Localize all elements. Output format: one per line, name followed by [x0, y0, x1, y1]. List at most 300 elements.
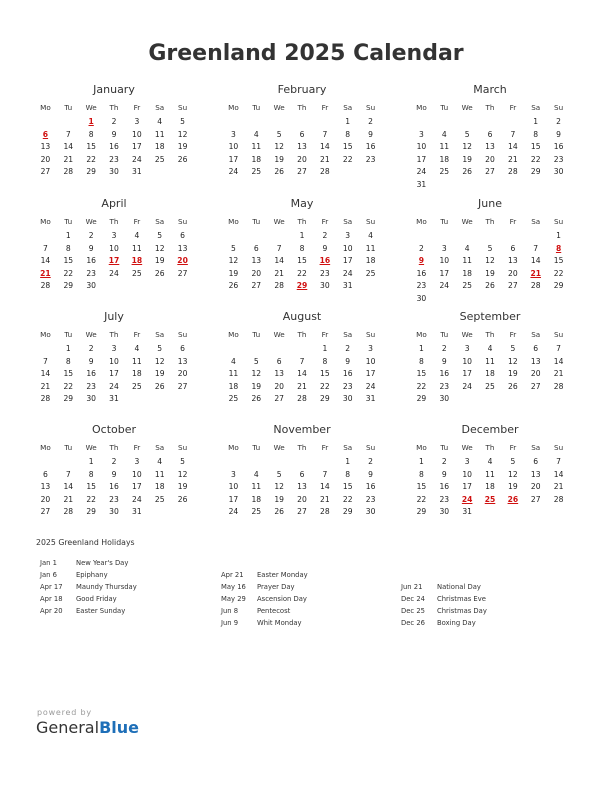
date-cell[interactable]: 8	[419, 356, 424, 366]
date-cell[interactable]: 19	[462, 154, 472, 164]
date-cell[interactable]: 6	[180, 231, 185, 240]
date-cell[interactable]: 15	[342, 142, 353, 151]
date-cell[interactable]: 30	[365, 507, 376, 516]
date-cell[interactable]: 16	[342, 369, 353, 378]
date-cell[interactable]: 1	[419, 457, 424, 466]
holiday-date-cell[interactable]: 16	[319, 256, 331, 265]
date-cell[interactable]: 16	[109, 482, 119, 491]
date-cell[interactable]: 29	[416, 394, 427, 403]
date-cell[interactable]: 5	[487, 243, 493, 253]
date-cell[interactable]: 30	[109, 507, 119, 516]
date-cell[interactable]: 5	[157, 344, 163, 353]
date-cell[interactable]: 8	[88, 469, 94, 479]
date-cell[interactable]: 18	[251, 154, 262, 164]
holiday-date-cell[interactable]: 1	[88, 117, 94, 126]
date-cell[interactable]: 5	[180, 117, 185, 126]
date-cell[interactable]: 9	[441, 469, 447, 479]
date-cell[interactable]: 31	[132, 507, 142, 516]
date-cell[interactable]: 15	[63, 256, 74, 265]
date-cell[interactable]: 8	[345, 469, 351, 479]
date-cell[interactable]: 28	[40, 281, 51, 290]
date-cell[interactable]: 11	[365, 243, 376, 253]
date-cell[interactable]: 21	[274, 268, 284, 278]
date-cell[interactable]: 8	[533, 129, 539, 139]
date-cell[interactable]: 24	[109, 381, 119, 391]
date-cell[interactable]: 3	[368, 344, 373, 353]
date-cell[interactable]: 7	[43, 356, 48, 366]
date-cell[interactable]: 28	[553, 494, 564, 504]
date-cell[interactable]: 15	[63, 369, 74, 378]
date-cell[interactable]: 30	[416, 293, 427, 303]
date-cell[interactable]: 23	[109, 154, 119, 164]
date-cell[interactable]: 4	[464, 243, 470, 253]
date-cell[interactable]: 11	[228, 369, 239, 378]
date-cell[interactable]: 25	[439, 167, 450, 176]
holiday-date-cell[interactable]: 18	[131, 256, 143, 265]
date-cell[interactable]: 29	[86, 507, 96, 516]
date-cell[interactable]: 13	[297, 482, 307, 491]
date-cell[interactable]: 21	[553, 369, 564, 378]
date-cell[interactable]: 16	[86, 369, 96, 378]
date-cell[interactable]: 15	[297, 256, 307, 265]
holiday-date-cell[interactable]: 26	[507, 494, 519, 504]
date-cell[interactable]: 18	[485, 369, 495, 378]
date-cell[interactable]: 6	[299, 129, 305, 139]
date-cell[interactable]: 24	[365, 381, 376, 391]
date-cell[interactable]: 25	[154, 154, 165, 164]
holiday-date-cell[interactable]: 17	[108, 256, 120, 265]
date-cell[interactable]: 29	[63, 394, 74, 403]
date-cell[interactable]: 8	[65, 243, 71, 253]
date-cell[interactable]: 1	[322, 344, 328, 353]
holiday-date-cell[interactable]: 24	[461, 494, 473, 504]
date-cell[interactable]: 6	[510, 243, 516, 253]
date-cell[interactable]: 6	[299, 469, 305, 479]
date-cell[interactable]: 1	[345, 117, 351, 126]
date-cell[interactable]: 3	[345, 231, 351, 240]
date-cell[interactable]: 22	[416, 381, 427, 391]
date-cell[interactable]: 24	[439, 281, 450, 290]
date-cell[interactable]: 27	[251, 281, 262, 290]
date-cell[interactable]: 25	[154, 494, 165, 504]
date-cell[interactable]: 14	[320, 482, 330, 491]
date-cell[interactable]: 4	[441, 129, 447, 139]
date-cell[interactable]: 16	[553, 142, 564, 151]
date-cell[interactable]: 3	[231, 129, 236, 139]
date-cell[interactable]: 20	[297, 154, 307, 164]
date-cell[interactable]: 28	[553, 381, 564, 391]
date-cell[interactable]: 10	[132, 469, 142, 479]
date-cell[interactable]: 9	[88, 356, 94, 366]
date-cell[interactable]: 1	[419, 344, 424, 353]
date-cell[interactable]: 12	[177, 129, 188, 139]
date-cell[interactable]: 8	[345, 129, 351, 139]
date-cell[interactable]: 12	[228, 256, 239, 265]
date-cell[interactable]: 17	[439, 268, 450, 278]
date-cell[interactable]: 8	[299, 243, 305, 253]
date-cell[interactable]: 18	[251, 494, 262, 504]
date-cell[interactable]: 1	[65, 344, 71, 353]
date-cell[interactable]: 31	[109, 394, 119, 403]
date-cell[interactable]: 10	[109, 243, 119, 253]
date-cell[interactable]: 14	[40, 256, 51, 265]
date-cell[interactable]: 7	[43, 243, 48, 253]
date-cell[interactable]: 20	[251, 268, 262, 278]
date-cell[interactable]: 4	[253, 129, 259, 139]
date-cell[interactable]: 21	[297, 381, 307, 391]
holiday-date-cell[interactable]: 6	[42, 129, 49, 139]
date-cell[interactable]: 15	[530, 142, 541, 151]
date-cell[interactable]: 21	[320, 154, 330, 164]
date-cell[interactable]: 16	[365, 142, 376, 151]
date-cell[interactable]: 21	[40, 381, 51, 391]
date-cell[interactable]: 23	[86, 381, 96, 391]
date-cell[interactable]: 29	[342, 507, 353, 516]
date-cell[interactable]: 16	[416, 268, 427, 278]
date-cell[interactable]: 13	[297, 142, 307, 151]
date-cell[interactable]: 23	[553, 154, 564, 164]
date-cell[interactable]: 13	[177, 243, 188, 253]
date-cell[interactable]: 31	[416, 179, 427, 189]
date-cell[interactable]: 14	[297, 369, 307, 378]
date-cell[interactable]: 20	[177, 369, 188, 378]
date-cell[interactable]: 27	[297, 507, 307, 516]
date-cell[interactable]: 15	[86, 142, 96, 151]
date-cell[interactable]: 5	[180, 457, 185, 466]
date-cell[interactable]: 7	[556, 457, 561, 466]
date-cell[interactable]: 14	[40, 369, 51, 378]
date-cell[interactable]: 12	[508, 356, 518, 366]
date-cell[interactable]: 26	[274, 507, 284, 516]
date-cell[interactable]: 24	[132, 494, 142, 504]
date-cell[interactable]: 5	[253, 356, 259, 366]
date-cell[interactable]: 12	[485, 256, 495, 265]
date-cell[interactable]: 4	[487, 344, 493, 353]
date-cell[interactable]: 9	[556, 129, 561, 139]
date-cell[interactable]: 20	[40, 154, 51, 164]
date-cell[interactable]: 12	[274, 482, 284, 491]
date-cell[interactable]: 8	[88, 129, 94, 139]
date-cell[interactable]: 24	[462, 381, 472, 391]
date-cell[interactable]: 17	[416, 154, 427, 164]
date-cell[interactable]: 18	[365, 256, 376, 265]
date-cell[interactable]: 18	[132, 369, 142, 378]
date-cell[interactable]: 27	[40, 167, 51, 176]
date-cell[interactable]: 28	[63, 507, 74, 516]
date-cell[interactable]: 3	[134, 457, 140, 466]
date-cell[interactable]: 19	[154, 256, 165, 265]
date-cell[interactable]: 1	[65, 231, 71, 240]
date-cell[interactable]: 31	[132, 167, 142, 176]
date-cell[interactable]: 12	[177, 469, 188, 479]
date-cell[interactable]: 9	[88, 243, 94, 253]
holiday-date-cell[interactable]: 8	[555, 243, 562, 253]
date-cell[interactable]: 22	[553, 268, 564, 278]
date-cell[interactable]: 11	[485, 469, 495, 479]
date-cell[interactable]: 27	[530, 381, 541, 391]
date-cell[interactable]: 19	[485, 268, 495, 278]
date-cell[interactable]: 28	[297, 394, 307, 403]
date-cell[interactable]: 17	[132, 482, 142, 491]
date-cell[interactable]: 15	[342, 482, 353, 491]
date-cell[interactable]: 28	[320, 507, 330, 516]
date-cell[interactable]: 3	[419, 129, 424, 139]
date-cell[interactable]: 2	[419, 243, 424, 253]
date-cell[interactable]: 25	[132, 381, 142, 391]
date-cell[interactable]: 29	[530, 167, 541, 176]
date-cell[interactable]: 15	[320, 369, 330, 378]
date-cell[interactable]: 24	[109, 268, 119, 278]
date-cell[interactable]: 23	[439, 381, 450, 391]
date-cell[interactable]: 7	[510, 129, 516, 139]
date-cell[interactable]: 26	[485, 281, 495, 290]
date-cell[interactable]: 6	[533, 457, 539, 466]
date-cell[interactable]: 20	[530, 369, 541, 378]
brand-logo[interactable]	[36, 718, 139, 737]
date-cell[interactable]: 23	[439, 494, 450, 504]
date-cell[interactable]: 12	[251, 369, 262, 378]
date-cell[interactable]: 7	[276, 243, 282, 253]
date-cell[interactable]: 3	[111, 344, 117, 353]
date-cell[interactable]: 21	[63, 154, 74, 164]
date-cell[interactable]: 19	[274, 154, 284, 164]
date-cell[interactable]: 18	[154, 142, 165, 151]
date-cell[interactable]: 20	[530, 482, 541, 491]
date-cell[interactable]: 22	[342, 494, 353, 504]
date-cell[interactable]: 2	[88, 231, 94, 240]
date-cell[interactable]: 11	[485, 356, 495, 366]
date-cell[interactable]: 9	[368, 469, 373, 479]
date-cell[interactable]: 18	[154, 482, 165, 491]
date-cell[interactable]: 13	[274, 369, 284, 378]
date-cell[interactable]: 30	[320, 281, 330, 290]
date-cell[interactable]: 9	[368, 129, 373, 139]
date-cell[interactable]: 17	[365, 369, 376, 378]
date-cell[interactable]: 3	[134, 117, 140, 126]
date-cell[interactable]: 31	[365, 394, 376, 403]
date-cell[interactable]: 26	[274, 167, 284, 176]
date-cell[interactable]: 17	[462, 482, 472, 491]
date-cell[interactable]: 10	[132, 129, 142, 139]
date-cell[interactable]: 26	[228, 281, 239, 290]
date-cell[interactable]: 11	[251, 142, 262, 151]
date-cell[interactable]: 16	[365, 482, 376, 491]
date-cell[interactable]: 31	[462, 507, 472, 516]
date-cell[interactable]: 20	[508, 268, 518, 278]
date-cell[interactable]: 14	[274, 256, 284, 265]
date-cell[interactable]: 31	[342, 281, 353, 290]
date-cell[interactable]: 22	[342, 154, 353, 164]
date-cell[interactable]: 19	[177, 142, 188, 151]
date-cell[interactable]: 29	[553, 281, 564, 290]
date-cell[interactable]: 3	[464, 344, 470, 353]
date-cell[interactable]: 25	[251, 507, 262, 516]
date-cell[interactable]: 23	[365, 154, 376, 164]
date-cell[interactable]: 7	[65, 469, 71, 479]
date-cell[interactable]: 30	[342, 394, 353, 403]
date-cell[interactable]: 30	[439, 394, 450, 403]
date-cell[interactable]: 30	[553, 167, 564, 176]
date-cell[interactable]: 27	[274, 394, 284, 403]
holiday-date-cell[interactable]: 21	[40, 268, 51, 278]
date-cell[interactable]: 13	[530, 469, 541, 479]
date-cell[interactable]: 27	[530, 494, 541, 504]
date-cell[interactable]: 10	[228, 482, 239, 491]
date-cell[interactable]: 7	[322, 129, 328, 139]
date-cell[interactable]: 19	[154, 369, 165, 378]
date-cell[interactable]: 17	[109, 369, 119, 378]
date-cell[interactable]: 3	[231, 469, 236, 479]
date-cell[interactable]: 10	[109, 356, 119, 366]
date-cell[interactable]: 30	[86, 281, 96, 290]
date-cell[interactable]: 20	[485, 154, 495, 164]
date-cell[interactable]: 4	[368, 231, 373, 240]
date-cell[interactable]: 3	[464, 457, 470, 466]
date-cell[interactable]: 24	[228, 507, 239, 516]
date-cell[interactable]: 2	[111, 457, 117, 466]
date-cell[interactable]: 6	[253, 243, 259, 253]
date-cell[interactable]: 4	[134, 231, 140, 240]
date-cell[interactable]: 8	[322, 356, 328, 366]
date-cell[interactable]: 9	[441, 356, 447, 366]
date-cell[interactable]: 3	[441, 243, 447, 253]
date-cell[interactable]: 23	[86, 268, 96, 278]
date-cell[interactable]: 17	[228, 154, 239, 164]
holiday-date-cell[interactable]: 9	[418, 256, 425, 265]
date-cell[interactable]: 18	[485, 482, 495, 491]
date-cell[interactable]: 17	[342, 256, 353, 265]
date-cell[interactable]: 9	[322, 243, 328, 253]
date-cell[interactable]: 26	[177, 154, 188, 164]
date-cell[interactable]: 16	[439, 482, 450, 491]
date-cell[interactable]: 7	[556, 344, 561, 353]
date-cell[interactable]: 1	[533, 117, 539, 126]
date-cell[interactable]: 21	[553, 482, 564, 491]
date-cell[interactable]: 12	[274, 142, 284, 151]
date-cell[interactable]: 10	[416, 142, 427, 151]
date-cell[interactable]: 11	[154, 469, 165, 479]
date-cell[interactable]: 8	[65, 356, 71, 366]
date-cell[interactable]: 10	[365, 356, 376, 366]
date-cell[interactable]: 4	[231, 356, 236, 366]
date-cell[interactable]: 5	[510, 344, 516, 353]
date-cell[interactable]: 28	[530, 281, 541, 290]
date-cell[interactable]: 23	[320, 268, 330, 278]
date-cell[interactable]: 20	[297, 494, 307, 504]
date-cell[interactable]: 22	[63, 381, 74, 391]
date-cell[interactable]: 21	[63, 494, 74, 504]
date-cell[interactable]: 29	[63, 281, 74, 290]
date-cell[interactable]: 13	[508, 256, 518, 265]
date-cell[interactable]: 11	[132, 243, 142, 253]
date-cell[interactable]: 17	[132, 142, 142, 151]
date-cell[interactable]: 4	[253, 469, 259, 479]
date-cell[interactable]: 1	[88, 457, 94, 466]
date-cell[interactable]: 28	[274, 281, 284, 290]
date-cell[interactable]: 13	[40, 482, 51, 491]
date-cell[interactable]: 6	[533, 344, 539, 353]
date-cell[interactable]: 26	[177, 494, 188, 504]
date-cell[interactable]: 16	[439, 369, 450, 378]
date-cell[interactable]: 5	[276, 129, 282, 139]
date-cell[interactable]: 23	[416, 281, 427, 290]
date-cell[interactable]: 13	[251, 256, 262, 265]
date-cell[interactable]: 4	[134, 344, 140, 353]
date-cell[interactable]: 12	[154, 356, 165, 366]
date-cell[interactable]: 13	[40, 142, 51, 151]
date-cell[interactable]: 30	[439, 507, 450, 516]
date-cell[interactable]: 16	[86, 256, 96, 265]
date-cell[interactable]: 28	[508, 167, 518, 176]
date-cell[interactable]: 10	[342, 243, 353, 253]
date-cell[interactable]: 30	[86, 394, 96, 403]
date-cell[interactable]: 7	[533, 243, 539, 253]
date-cell[interactable]: 14	[508, 142, 518, 151]
date-cell[interactable]: 26	[462, 167, 472, 176]
date-cell[interactable]: 23	[342, 381, 353, 391]
date-cell[interactable]: 27	[508, 281, 518, 290]
date-cell[interactable]: 19	[228, 268, 239, 278]
date-cell[interactable]: 27	[40, 507, 51, 516]
date-cell[interactable]: 12	[508, 469, 518, 479]
date-cell[interactable]: 22	[320, 381, 330, 391]
date-cell[interactable]: 22	[297, 268, 307, 278]
date-cell[interactable]: 2	[441, 344, 447, 353]
date-cell[interactable]: 11	[462, 256, 472, 265]
date-cell[interactable]: 9	[111, 469, 117, 479]
date-cell[interactable]: 11	[132, 356, 142, 366]
date-cell[interactable]: 21	[320, 494, 330, 504]
date-cell[interactable]: 2	[88, 344, 94, 353]
date-cell[interactable]: 15	[416, 482, 427, 491]
date-cell[interactable]: 20	[40, 494, 51, 504]
date-cell[interactable]: 25	[251, 167, 262, 176]
date-cell[interactable]: 24	[342, 268, 353, 278]
date-cell[interactable]: 5	[231, 243, 236, 253]
date-cell[interactable]: 14	[63, 482, 74, 491]
date-cell[interactable]: 26	[251, 394, 262, 403]
date-cell[interactable]: 27	[297, 167, 307, 176]
date-cell[interactable]: 15	[416, 369, 427, 378]
date-cell[interactable]: 19	[508, 482, 518, 491]
date-cell[interactable]: 15	[86, 482, 96, 491]
date-cell[interactable]: 25	[132, 268, 142, 278]
date-cell[interactable]: 6	[487, 129, 493, 139]
date-cell[interactable]: 22	[86, 154, 96, 164]
date-cell[interactable]: 26	[508, 381, 518, 391]
date-cell[interactable]: 19	[177, 482, 188, 491]
date-cell[interactable]: 7	[322, 469, 328, 479]
date-cell[interactable]: 25	[228, 394, 239, 403]
date-cell[interactable]: 28	[320, 167, 330, 176]
date-cell[interactable]: 25	[365, 268, 376, 278]
date-cell[interactable]: 24	[132, 154, 142, 164]
date-cell[interactable]: 13	[530, 356, 541, 366]
date-cell[interactable]: 22	[530, 154, 541, 164]
date-cell[interactable]: 21	[508, 154, 518, 164]
date-cell[interactable]: 30	[109, 167, 119, 176]
date-cell[interactable]: 12	[462, 142, 472, 151]
date-cell[interactable]: 11	[439, 142, 450, 151]
date-cell[interactable]: 29	[416, 507, 427, 516]
holiday-date-cell[interactable]: 25	[484, 494, 496, 504]
date-cell[interactable]: 19	[508, 369, 518, 378]
date-cell[interactable]: 19	[251, 381, 262, 391]
date-cell[interactable]: 3	[111, 231, 117, 240]
date-cell[interactable]: 10	[228, 142, 239, 151]
date-cell[interactable]: 2	[345, 344, 351, 353]
date-cell[interactable]: 13	[177, 356, 188, 366]
